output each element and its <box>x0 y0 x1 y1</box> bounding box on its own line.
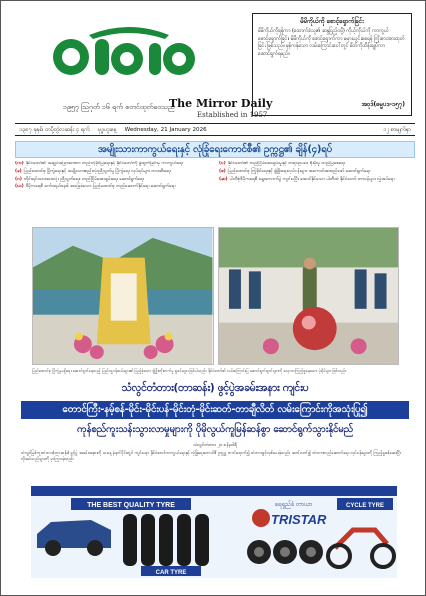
mission-title: မိမိကိုယ်ကို စောင့်ရှောက်ခြင်း <box>300 18 364 25</box>
objective-item: (ဆ) ပါတီစုံဒီမိုကရေစီ ရွေးကောက်ပွဲ ကျင်းပပြီး အောင်နိုင်သော ပါတီထံ နိုင်ငံတော် တာဝန်များ လွှဲအပ်ရေး <box>219 176 395 182</box>
objective-item: (ဃ) ဒီမိုကရေစီ ဖက်ဒရယ်စနစ် အခြေခံသော ပြည်ထောင်စု တည်ဆောက်နိုင်ရေး ဆောင်ရွက်ရေး <box>15 184 176 190</box>
objective-item: (င) နိုင်ငံတော်၏ တည်ငြိမ်အေးချမ်းမှုနှင့် တရားဥပဒေ စိုးမိုးမှု တည်မြဲစေရေး <box>219 161 346 166</box>
headline2-line3: ကုန်စည်ကူးသန်းသွားလာမှုများကို ပိုမိုလွယ်ကူမြန်ဆန်စွာ ဆောင်ရွက်သွားနိုင်မည် <box>76 424 353 435</box>
secondary-headline <box>21 382 409 437</box>
established-line: Established in 1957 <box>197 111 268 119</box>
ad-brand: TRISTAR <box>271 512 327 527</box>
objectives-left <box>15 161 211 221</box>
headline2-line1: သံလွင်တံတား(တာဆန်း) ဖွင့်ပွဲအခမ်းအနား ကျင်းပ <box>121 382 309 394</box>
story-body: သံလွင်မြစ်ကူးတံတား(တာဆန်း) ဖွင့်ပွဲ အခမ်းအနားကို ယနေ့ နံနက်ပိုင်းတွင် ကျင်းပရာ နိုင်ငံတော်ကာကွယ်ရေးနှင့် လုံခြုံရေးကောင်စီ ဥက္ကဋ္ဌ တက်ရောက်၍ တံတားဖွင့်လှစ်ပေးခဲ့သည်။ ဆက်လက်၍ တံတားတည်ဆောက်ရေး လုပ်ငန်းများကို ကြည့်ရှုစစ်ဆေးပြီး လိုအပ်သည်များကို မှာကြားခဲ့သည်။ <box>21 450 401 461</box>
tyre-advertisement <box>31 486 397 578</box>
paper-name: The Mirror Daily <box>169 97 273 110</box>
date-bar <box>15 123 415 136</box>
established-mm: ၁၉၅၇ ဩဂုတ် ၁၆ ရက် စတင်ထုတ်ဝေသည် <box>63 103 175 111</box>
mission-signature: အဝုဒ်(ဓမ္မပဒ-၁၅၇) <box>361 101 405 108</box>
tyre-ad-graphic <box>31 486 397 578</box>
photo-bridge-plaque <box>32 227 214 365</box>
objectives-right <box>219 161 415 221</box>
ad-mm-text: ရေရှည်ခံ တာယာ <box>275 502 313 508</box>
burmese-date: ၁၃၈၇ ခုနှစ်၊ တပို့တွဲလဆန်း ၄ ရက် <box>19 127 90 133</box>
photo-row <box>32 227 399 365</box>
ad-slogan: THE BEST QUALITY TYRE <box>87 502 175 509</box>
weekday-mm: ဗုဒ္ဓဟူးနေ့ <box>97 127 117 133</box>
mission-body: မိမိကိုယ်ကိုရန်ကာ (ထောက်ခံသူ၏ ဆန္ဒပြည့်ဝဖို့) ကိုယ့်ကိုယ်ကို ကာကွယ်စောင့်ရှောက်ခြင်း၊ မိမိကိုယ်ကို စောင့်ရှောက်ကာ မမှားယွင်းစေရန် ကြိုးစားအားထုတ်ခြင်း ဖြစ်သည်။ မှန်ကန်သော လမ်းကြောင်းပေါ်တွင် စိတ်ကိုထိန်းချုပ်ကာ ဆောင်ရွက်ရမည်။ <box>258 28 405 57</box>
story-dateline: သံလွင်တံတား ၂၀ ဇန်နဝါရီ <box>193 443 237 448</box>
photo-officials-crowd <box>218 227 400 365</box>
mission-box <box>252 13 412 116</box>
objective-item: (ဂ) တိုင်းရင်းသားအားလုံး ညီညွတ်ရေး၊ တည်ငြိမ်အေးချမ်းရေး ဆောင်ရွက်ရေး <box>15 176 144 182</box>
objective-item: (ခ) ပြည်ထောင်စု ပြိုကွဲရေးနှင့် အမျိုးသားစည်းလုံးညီညွတ်မှု ပြိုကွဲရေး လုပ်ရပ်များ တားဆီးရေး <box>15 168 171 174</box>
headline-banner: အမျိုးသားကာကွယ်ရေးနှင့် လုံခြုံရေးကောင်စီ၏ ဥက္ကဋ္ဌ၏ ချိန်(၄)ရပ် <box>15 141 415 158</box>
ad-car-tyre: CAR TYRE <box>155 570 187 576</box>
ad-cycle-tyre: CYCLE TYRE <box>345 503 385 509</box>
photo-caption: ပြည်ထောင်စု ပြိုကွဲမှုမရှိရေး ဆောင်ရွက်နေသည့် ပြည်သူ့ဝန်ထမ်းများ၏ ပြည့်စုံသော ဖွံ့ဖြိုးတိုးတက်မှု ရှုခင်းများ ဖြစ်ပါသည်။ နိုင်ငံတော်၏ လမ်းကြောင်းပြ ဆောင်ရွက်ချက်များကို လေ့လာကြည့်ရှုနေသော ပုံရိပ်များ ဖြစ်သည်။ <box>32 368 347 373</box>
objective-item: (စ) ပြည်ထောင်စု ကြံ့ခိုင်ရေးနှင့် ဖွံ့ဖြိုးရေးလုပ်ငန်းများ အကောင်အထည်ဖော် ဆောင်ရွက်ရေး <box>219 168 371 174</box>
english-date: Wednesday, 21 January 2026 <box>124 126 207 133</box>
objectives-columns <box>15 161 415 221</box>
objective-item: (က) နိုင်ငံတော်၏ အချုပ်အခြာအာဏာ တည်တံ့ခိုင်မြဲရေးနှင့် နိုင်ငံတော်ကို ခွဲထွက်ခြင်းမှ ကာကွယ်ရေး <box>15 161 184 166</box>
page-count: ၁၂ စာမျက်နှာ <box>383 127 411 133</box>
headline2-line2: တောင်ကြီး-နမ့်စန်-မိုင်း-မိုင်းပန်-မိုင်းတုံ-မိုင်းဆတ်-တာချီလိတ် လမ်းကြောင်းကိုအသုံးပြု၍ <box>21 401 409 419</box>
mirror-logo-icon <box>49 25 209 83</box>
